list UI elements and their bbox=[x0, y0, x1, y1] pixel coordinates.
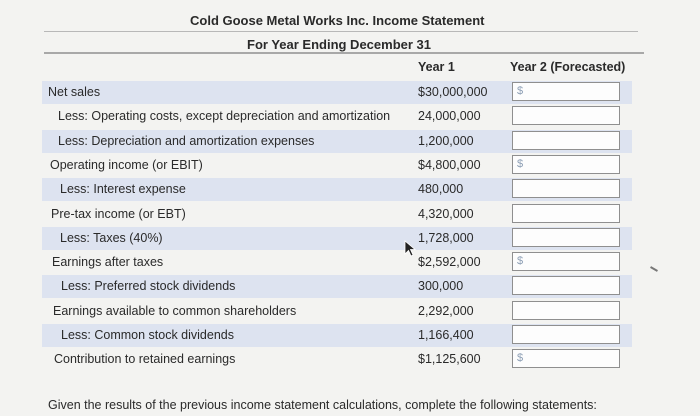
year1-value: 1,166,400 bbox=[418, 328, 474, 342]
table-row bbox=[42, 130, 632, 153]
year2-input[interactable] bbox=[512, 228, 620, 247]
currency-prefix: $ bbox=[517, 352, 524, 364]
year1-value: $2,592,000 bbox=[418, 255, 481, 269]
row-label: Less: Preferred stock dividends bbox=[61, 279, 236, 293]
currency-prefix: $ bbox=[517, 255, 524, 267]
year2-input[interactable] bbox=[512, 82, 620, 101]
table-row bbox=[42, 275, 632, 298]
row-label: Less: Taxes (40%) bbox=[60, 231, 163, 245]
year1-value: 1,728,000 bbox=[418, 231, 474, 245]
year1-value: $30,000,000 bbox=[418, 85, 488, 99]
stray-mark bbox=[650, 266, 658, 272]
table-row bbox=[42, 154, 632, 177]
header-divider bbox=[44, 52, 644, 54]
row-label: Less: Operating costs, except depreciation and amortization bbox=[58, 109, 391, 123]
year2-input[interactable] bbox=[512, 106, 620, 125]
year2-input[interactable] bbox=[512, 301, 620, 320]
statement-subtitle: For Year Ending December 31 bbox=[247, 37, 431, 52]
year2-input[interactable] bbox=[512, 131, 620, 150]
column-header-year2: Year 2 (Forecasted) bbox=[510, 60, 626, 74]
currency-prefix: $ bbox=[517, 85, 524, 97]
instructions-text: Given the results of the previous income statement calculations, complete the following statements: bbox=[48, 398, 597, 412]
table-row bbox=[42, 105, 632, 128]
row-label: Earnings after taxes bbox=[52, 255, 164, 269]
year1-value: $4,800,000 bbox=[418, 158, 481, 172]
table-row bbox=[42, 251, 632, 274]
year1-value: 300,000 bbox=[418, 279, 464, 293]
row-label: Less: Depreciation and amortization expenses bbox=[58, 134, 315, 148]
column-header-year1: Year 1 bbox=[418, 60, 455, 74]
table-row bbox=[42, 324, 632, 347]
title-divider bbox=[44, 31, 638, 32]
year2-input[interactable] bbox=[512, 155, 620, 174]
row-label: Less: Interest expense bbox=[60, 182, 186, 196]
table-row bbox=[42, 203, 632, 226]
table-row bbox=[42, 178, 632, 201]
row-label: Net sales bbox=[48, 85, 101, 99]
row-label: Contribution to retained earnings bbox=[54, 352, 236, 366]
year2-input[interactable] bbox=[512, 276, 620, 295]
year2-input[interactable] bbox=[512, 204, 620, 223]
row-label: Earnings available to common shareholders bbox=[53, 304, 297, 318]
row-label: Operating income (or EBIT) bbox=[50, 158, 203, 172]
table-row bbox=[42, 227, 632, 250]
year2-input[interactable] bbox=[512, 325, 620, 344]
year1-value: $1,125,600 bbox=[418, 352, 481, 366]
statement-title: Cold Goose Metal Works Inc. Income Statement bbox=[190, 13, 485, 28]
table-row bbox=[42, 348, 632, 371]
row-label: Pre-tax income (or EBT) bbox=[51, 207, 186, 221]
row-label: Less: Common stock dividends bbox=[61, 328, 234, 342]
table-row bbox=[42, 300, 632, 323]
year1-value: 480,000 bbox=[418, 182, 464, 196]
year2-input[interactable] bbox=[512, 252, 620, 271]
year1-value: 4,320,000 bbox=[418, 207, 474, 221]
mouse-pointer-icon bbox=[404, 240, 418, 258]
currency-prefix: $ bbox=[517, 158, 524, 170]
year2-input[interactable] bbox=[512, 349, 620, 368]
year1-value: 1,200,000 bbox=[418, 134, 474, 148]
table-row bbox=[42, 81, 632, 104]
year1-value: 2,292,000 bbox=[418, 304, 474, 318]
year2-input[interactable] bbox=[512, 179, 620, 198]
year1-value: 24,000,000 bbox=[418, 109, 481, 123]
